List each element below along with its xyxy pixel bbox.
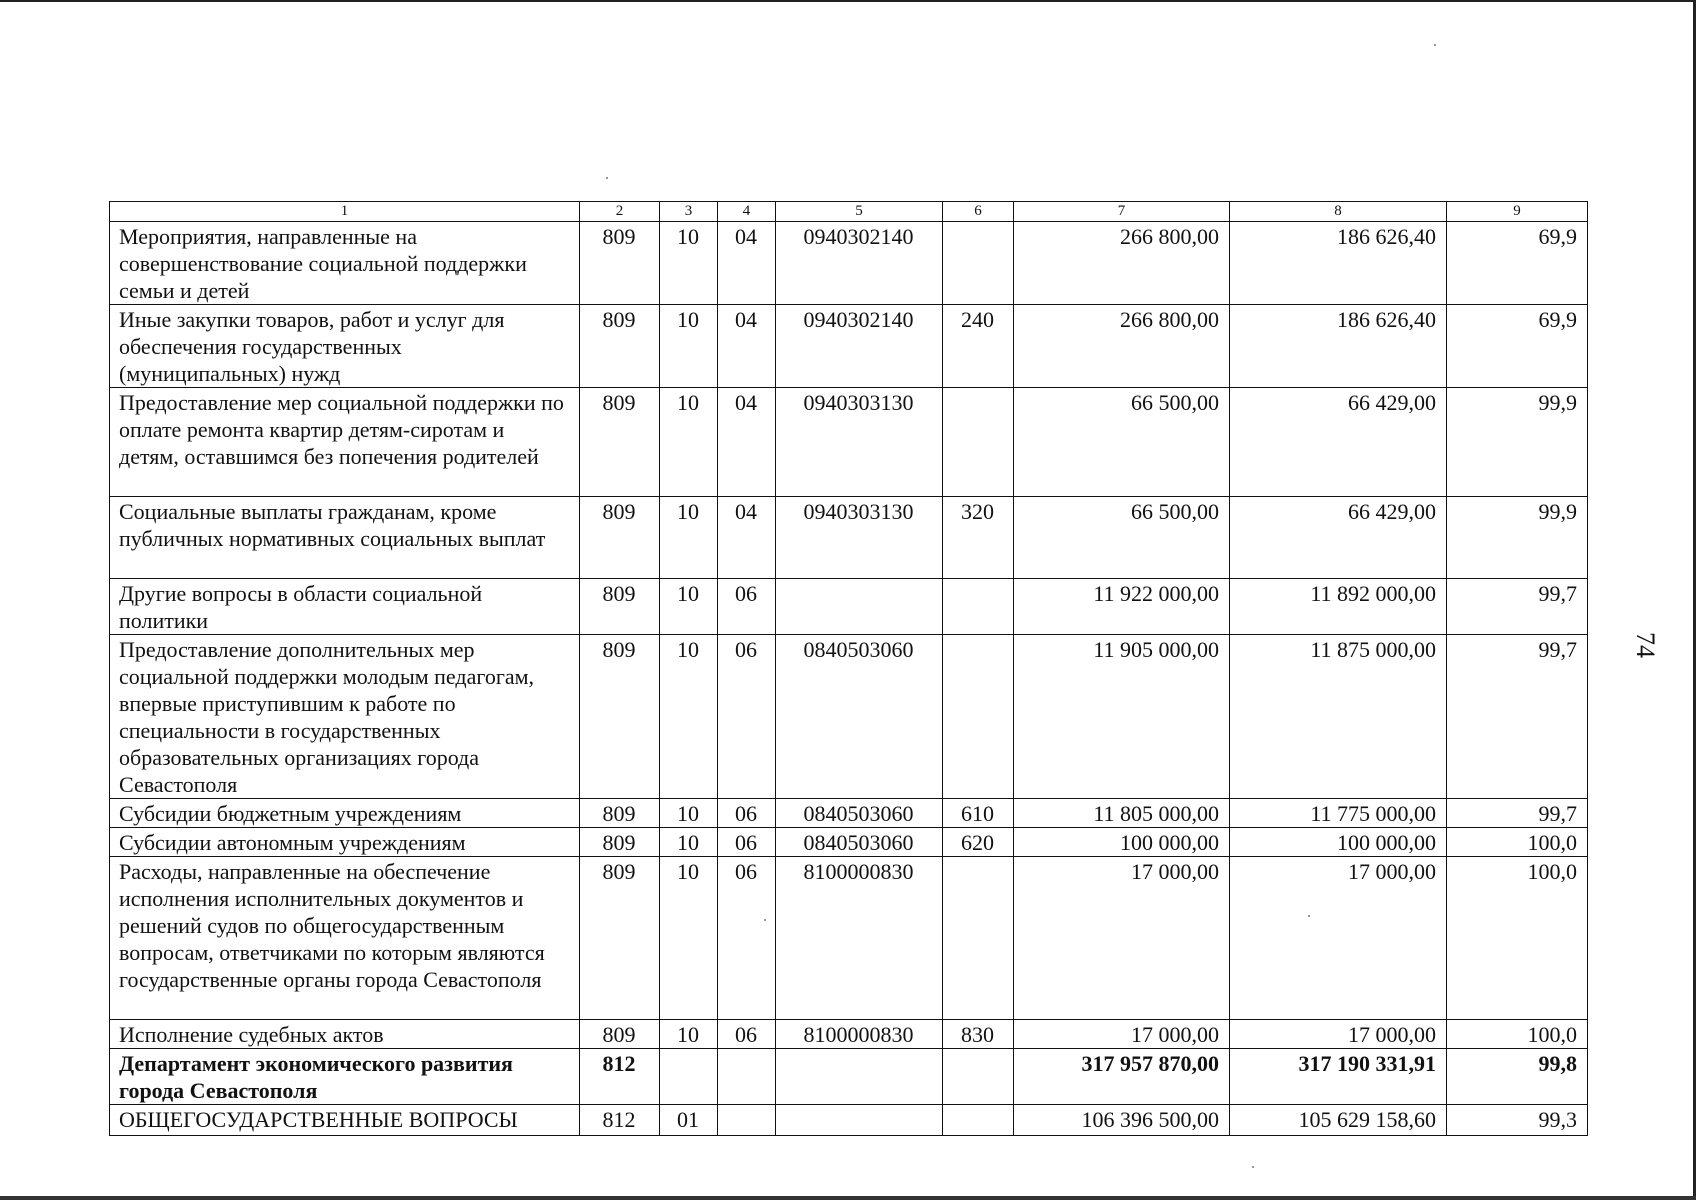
subsection-code-cell: 04 [718,388,776,497]
planned-amount-cell: 100 000,00 [1014,828,1230,857]
row-name-cell: Расходы, направленные на обеспечение исполнения исполнительных документов и решений судов по общегосударственным вопросам, ответчиками по которым являются государственные органы города Севастополя [110,857,580,1020]
column-number: 7 [1014,202,1230,222]
ministry-code-cell: 809 [580,799,660,828]
ministry-code-cell: 809 [580,497,660,579]
page-number: 74 [1631,632,1660,658]
target-article-cell [776,1105,943,1136]
execution-percent-cell: 99,7 [1447,579,1588,635]
column-number-header-row [110,202,1588,222]
section-code-cell [660,1049,718,1105]
row-name-cell: Мероприятия, направленные на совершенствование социальной поддержки семьи и детей [110,222,580,305]
planned-amount-cell: 66 500,00 [1014,388,1230,497]
planned-amount-cell: 317 957 870,00 [1014,1049,1230,1105]
scan-speck [606,177,608,179]
subsection-code-cell: 06 [718,799,776,828]
expense-type-cell [943,579,1014,635]
table-row [110,579,1588,635]
execution-percent-cell: 99,9 [1447,388,1588,497]
column-number: 5 [776,202,943,222]
section-code-cell: 10 [660,857,718,1020]
subsection-code-cell: 06 [718,579,776,635]
column-number: 3 [660,202,718,222]
section-code-cell: 01 [660,1105,718,1136]
execution-percent-cell: 100,0 [1447,857,1588,1020]
subsection-code-cell: 06 [718,1020,776,1049]
row-name-cell: Департамент экономического развития города Севастополя [110,1049,580,1105]
ministry-code-cell: 809 [580,388,660,497]
table-row [110,222,1588,305]
table-row [110,305,1588,388]
column-number: 6 [943,202,1014,222]
execution-percent-cell: 100,0 [1447,828,1588,857]
ministry-code-cell: 809 [580,1020,660,1049]
execution-percent-cell: 69,9 [1447,305,1588,388]
execution-percent-cell: 99,7 [1447,635,1588,799]
executed-amount-cell: 317 190 331,91 [1230,1049,1447,1105]
table-row [110,1020,1588,1049]
planned-amount-cell: 11 922 000,00 [1014,579,1230,635]
target-article-cell [776,579,943,635]
target-article-cell: 0940302140 [776,222,943,305]
expense-type-cell [943,1105,1014,1136]
table-row [110,828,1588,857]
subsection-code-cell [718,1049,776,1105]
target-article-cell: 0940303130 [776,497,943,579]
subsection-code-cell [718,1105,776,1136]
subsection-code-cell: 06 [718,635,776,799]
ministry-code-cell: 809 [580,579,660,635]
subsection-code-cell: 04 [718,222,776,305]
execution-percent-cell: 99,9 [1447,497,1588,579]
ministry-code-cell: 812 [580,1105,660,1136]
column-number: 8 [1230,202,1447,222]
table-row [110,1105,1588,1136]
planned-amount-cell: 66 500,00 [1014,497,1230,579]
table-row [110,799,1588,828]
executed-amount-cell: 11 892 000,00 [1230,579,1447,635]
row-name-cell: Предоставление мер социальной поддержки по оплате ремонта квартир детям-сиротам и детям, оставшимся без попечения родителей [110,388,580,497]
table-row [110,857,1588,1020]
row-name-cell: Исполнение судебных актов [110,1020,580,1049]
ministry-code-cell: 809 [580,828,660,857]
executed-amount-cell: 11 875 000,00 [1230,635,1447,799]
executed-amount-cell: 100 000,00 [1230,828,1447,857]
expense-type-cell [943,222,1014,305]
target-article-cell: 0840503060 [776,799,943,828]
planned-amount-cell: 11 905 000,00 [1014,635,1230,799]
row-name-cell: Субсидии автономным учреждениям [110,828,580,857]
planned-amount-cell: 106 396 500,00 [1014,1105,1230,1136]
column-number: 9 [1447,202,1588,222]
section-code-cell: 10 [660,828,718,857]
planned-amount-cell: 266 800,00 [1014,305,1230,388]
target-article-cell: 0840503060 [776,635,943,799]
row-name-cell: Субсидии бюджетным учреждениям [110,799,580,828]
planned-amount-cell: 17 000,00 [1014,857,1230,1020]
executed-amount-cell: 66 429,00 [1230,497,1447,579]
row-name-cell: Предоставление дополнительных мер социальной поддержки молодым педагогам, впервые приступившим к работе по специальности в государственных образовательных организациях города Севастополя [110,635,580,799]
ministry-code-cell: 809 [580,635,660,799]
execution-percent-cell: 99,8 [1447,1049,1588,1105]
executed-amount-cell: 186 626,40 [1230,305,1447,388]
target-article-cell: 8100000830 [776,857,943,1020]
planned-amount-cell: 11 805 000,00 [1014,799,1230,828]
ministry-code-cell: 809 [580,222,660,305]
table-row [110,1049,1588,1105]
table-row [110,388,1588,497]
executed-amount-cell: 17 000,00 [1230,1020,1447,1049]
ministry-code-cell: 809 [580,857,660,1020]
subsection-code-cell: 06 [718,857,776,1020]
target-article-cell: 0940302140 [776,305,943,388]
scan-bottom-edge [0,1196,1696,1200]
row-name-cell: Другие вопросы в области социальной политики [110,579,580,635]
expense-type-cell [943,857,1014,1020]
expense-type-cell [943,635,1014,799]
planned-amount-cell: 266 800,00 [1014,222,1230,305]
ministry-code-cell: 812 [580,1049,660,1105]
target-article-cell [776,1049,943,1105]
subsection-code-cell: 06 [718,828,776,857]
table-row [110,635,1588,799]
table-row [110,497,1588,579]
scan-speck [1252,1166,1254,1168]
section-code-cell: 10 [660,579,718,635]
column-number: 1 [110,202,580,222]
expense-type-cell: 320 [943,497,1014,579]
executed-amount-cell: 17 000,00 [1230,857,1447,1020]
expense-type-cell [943,388,1014,497]
execution-percent-cell: 99,7 [1447,799,1588,828]
section-code-cell: 10 [660,222,718,305]
planned-amount-cell: 17 000,00 [1014,1020,1230,1049]
expense-type-cell: 620 [943,828,1014,857]
section-code-cell: 10 [660,497,718,579]
subsection-code-cell: 04 [718,305,776,388]
scan-speck [1434,44,1436,46]
expense-type-cell: 830 [943,1020,1014,1049]
section-code-cell: 10 [660,305,718,388]
executed-amount-cell: 66 429,00 [1230,388,1447,497]
execution-percent-cell: 69,9 [1447,222,1588,305]
ministry-code-cell: 809 [580,305,660,388]
row-name-cell: ОБЩЕГОСУДАРСТВЕННЫЕ ВОПРОСЫ [110,1105,580,1136]
column-number: 2 [580,202,660,222]
column-number: 4 [718,202,776,222]
target-article-cell: 0840503060 [776,828,943,857]
expense-type-cell [943,1049,1014,1105]
row-name-cell: Иные закупки товаров, работ и услуг для обеспечения государственных (муниципальных) нужд [110,305,580,388]
section-code-cell: 10 [660,1020,718,1049]
scan-top-edge [0,0,1696,2]
section-code-cell: 10 [660,799,718,828]
executed-amount-cell: 186 626,40 [1230,222,1447,305]
section-code-cell: 10 [660,388,718,497]
expense-type-cell: 610 [943,799,1014,828]
expense-type-cell: 240 [943,305,1014,388]
target-article-cell: 0940303130 [776,388,943,497]
target-article-cell: 8100000830 [776,1020,943,1049]
execution-percent-cell: 99,3 [1447,1105,1588,1136]
subsection-code-cell: 04 [718,497,776,579]
budget-table [109,201,1588,1136]
row-name-cell: Социальные выплаты гражданам, кроме публичных нормативных социальных выплат [110,497,580,579]
section-code-cell: 10 [660,635,718,799]
executed-amount-cell: 105 629 158,60 [1230,1105,1447,1136]
executed-amount-cell: 11 775 000,00 [1230,799,1447,828]
execution-percent-cell: 100,0 [1447,1020,1588,1049]
